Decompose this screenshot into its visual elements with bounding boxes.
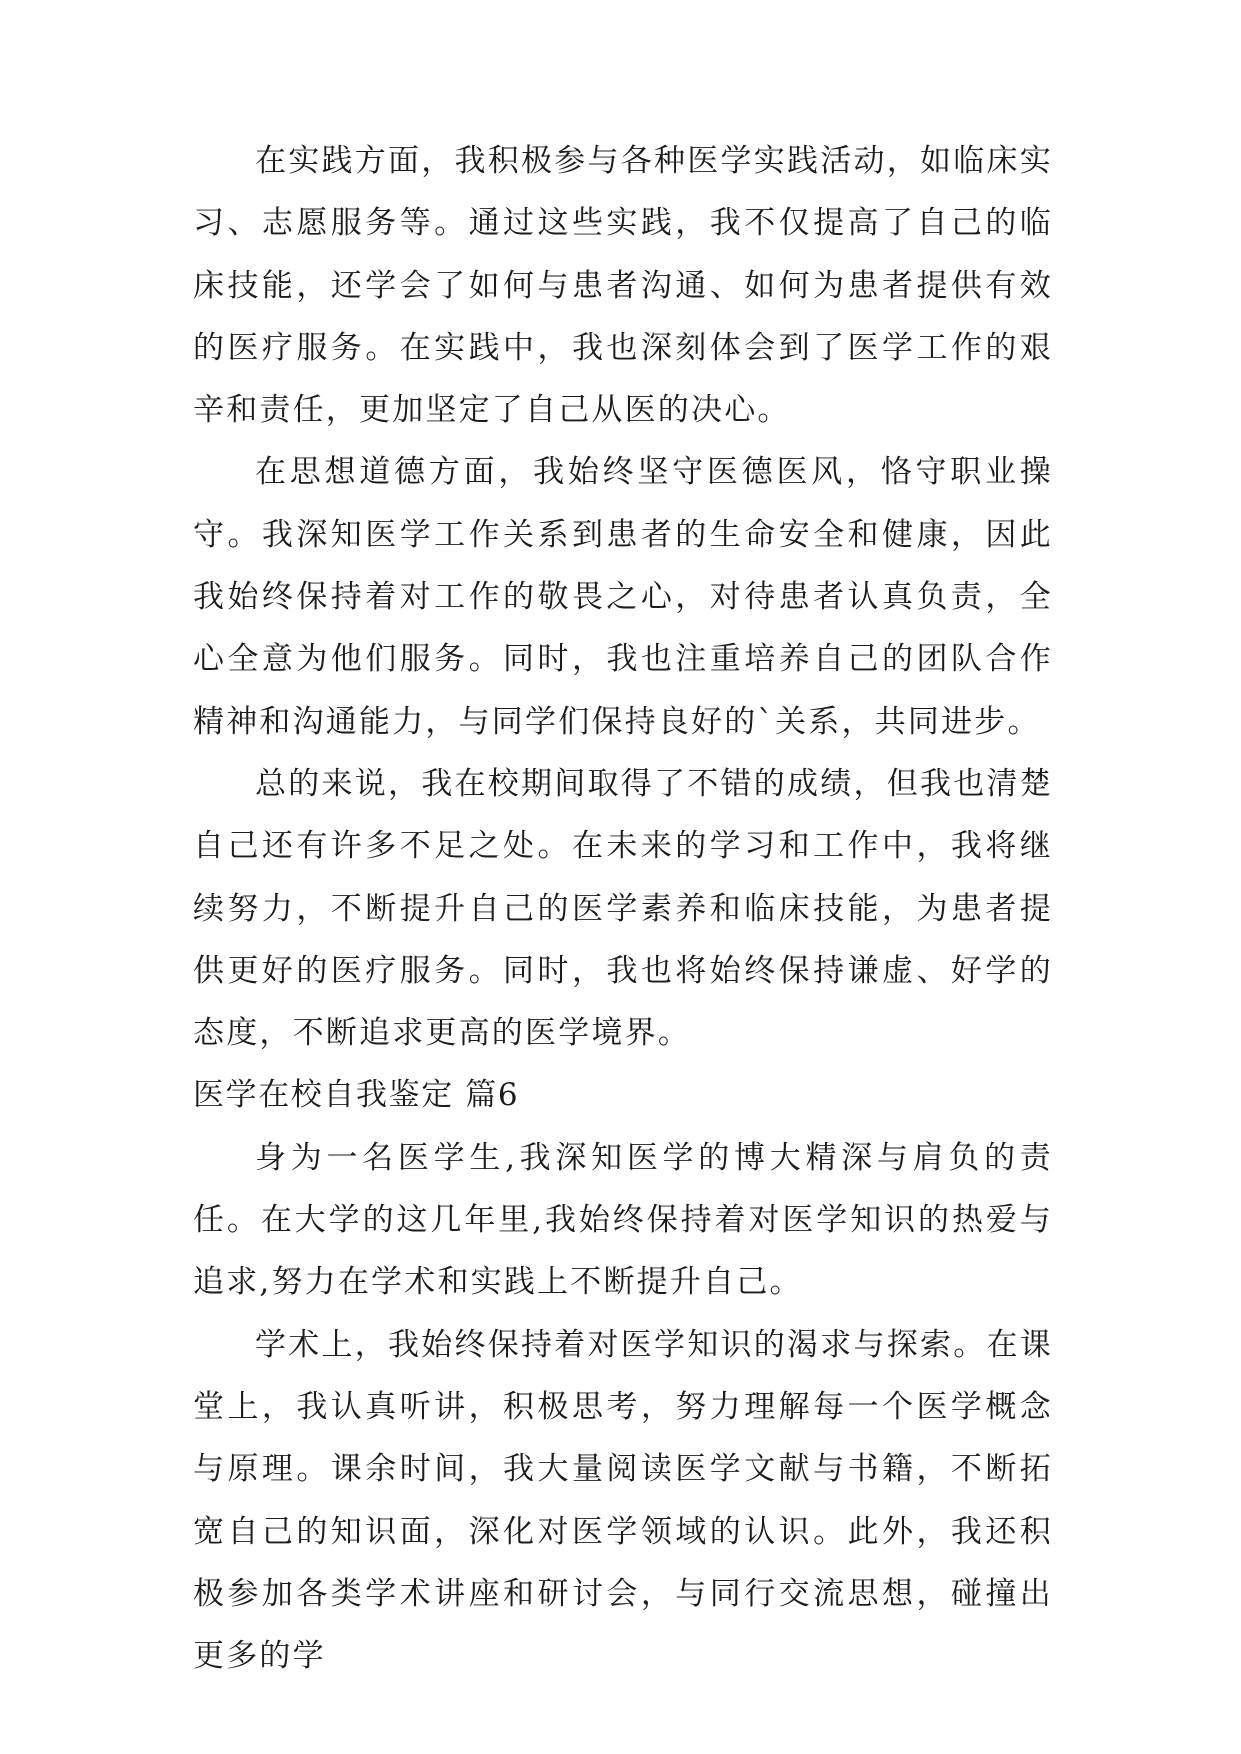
paragraph-academic: 学术上，我始终保持着对医学知识的渴求与探索。在课堂上，我认真听讲，积极思考，努力理解每一个医学概念与原理。课余时间，我大量阅读医学文献与书籍，不断拓宽自己的知识面，深化对医学领域的认识。此外，我还积极参加各类学术讲座和研讨会，与同行交流思想，碰撞出更多的学 [193,1326,1053,1675]
document-body [193,130,1053,1687]
paragraph-intro: 身为一名医学生,我深知医学的博大精深与肩负的责任。在大学的这几年里,我始终保持着对医学知识的热爱与追求,努力在学术和实践上不断提升自己。 [193,1139,1053,1301]
paragraph-practice: 在实践方面，我积极参与各种医学实践活动，如临床实习、志愿服务等。通过这些实践，我不仅提高了自己的临床技能，还学会了如何与患者沟通、如何为患者提供有效的医疗服务。在实践中，我也深刻体会到了医学工作的艰辛和责任，更加坚定了自己从医的决心。 [193,143,1053,429]
section-title: 医学在校自我鉴定 篇6 [193,1077,520,1114]
paragraph-summary: 总的来说，我在校期间取得了不错的成绩，但我也清楚自己还有许多不足之处。在未来的学习和工作中，我将继续努力，不断提升自己的医学素养和临床技能，为患者提供更好的医疗服务。同时，我也将始终保持谦虚、好学的态度，不断追求更高的医学境界。 [193,765,1053,1052]
paragraph-ethics: 在思想道德方面，我始终坚守医德医风，恪守职业操守。我深知医学工作关系到患者的生命安全和健康，因此我始终保持着对工作的敬畏之心，对待患者认真负责，全心全意为他们服务。同时，我也注重培养自己的团队合作精神和沟通能力，与同学们保持良好的`关系，共同进步。 [193,454,1053,740]
